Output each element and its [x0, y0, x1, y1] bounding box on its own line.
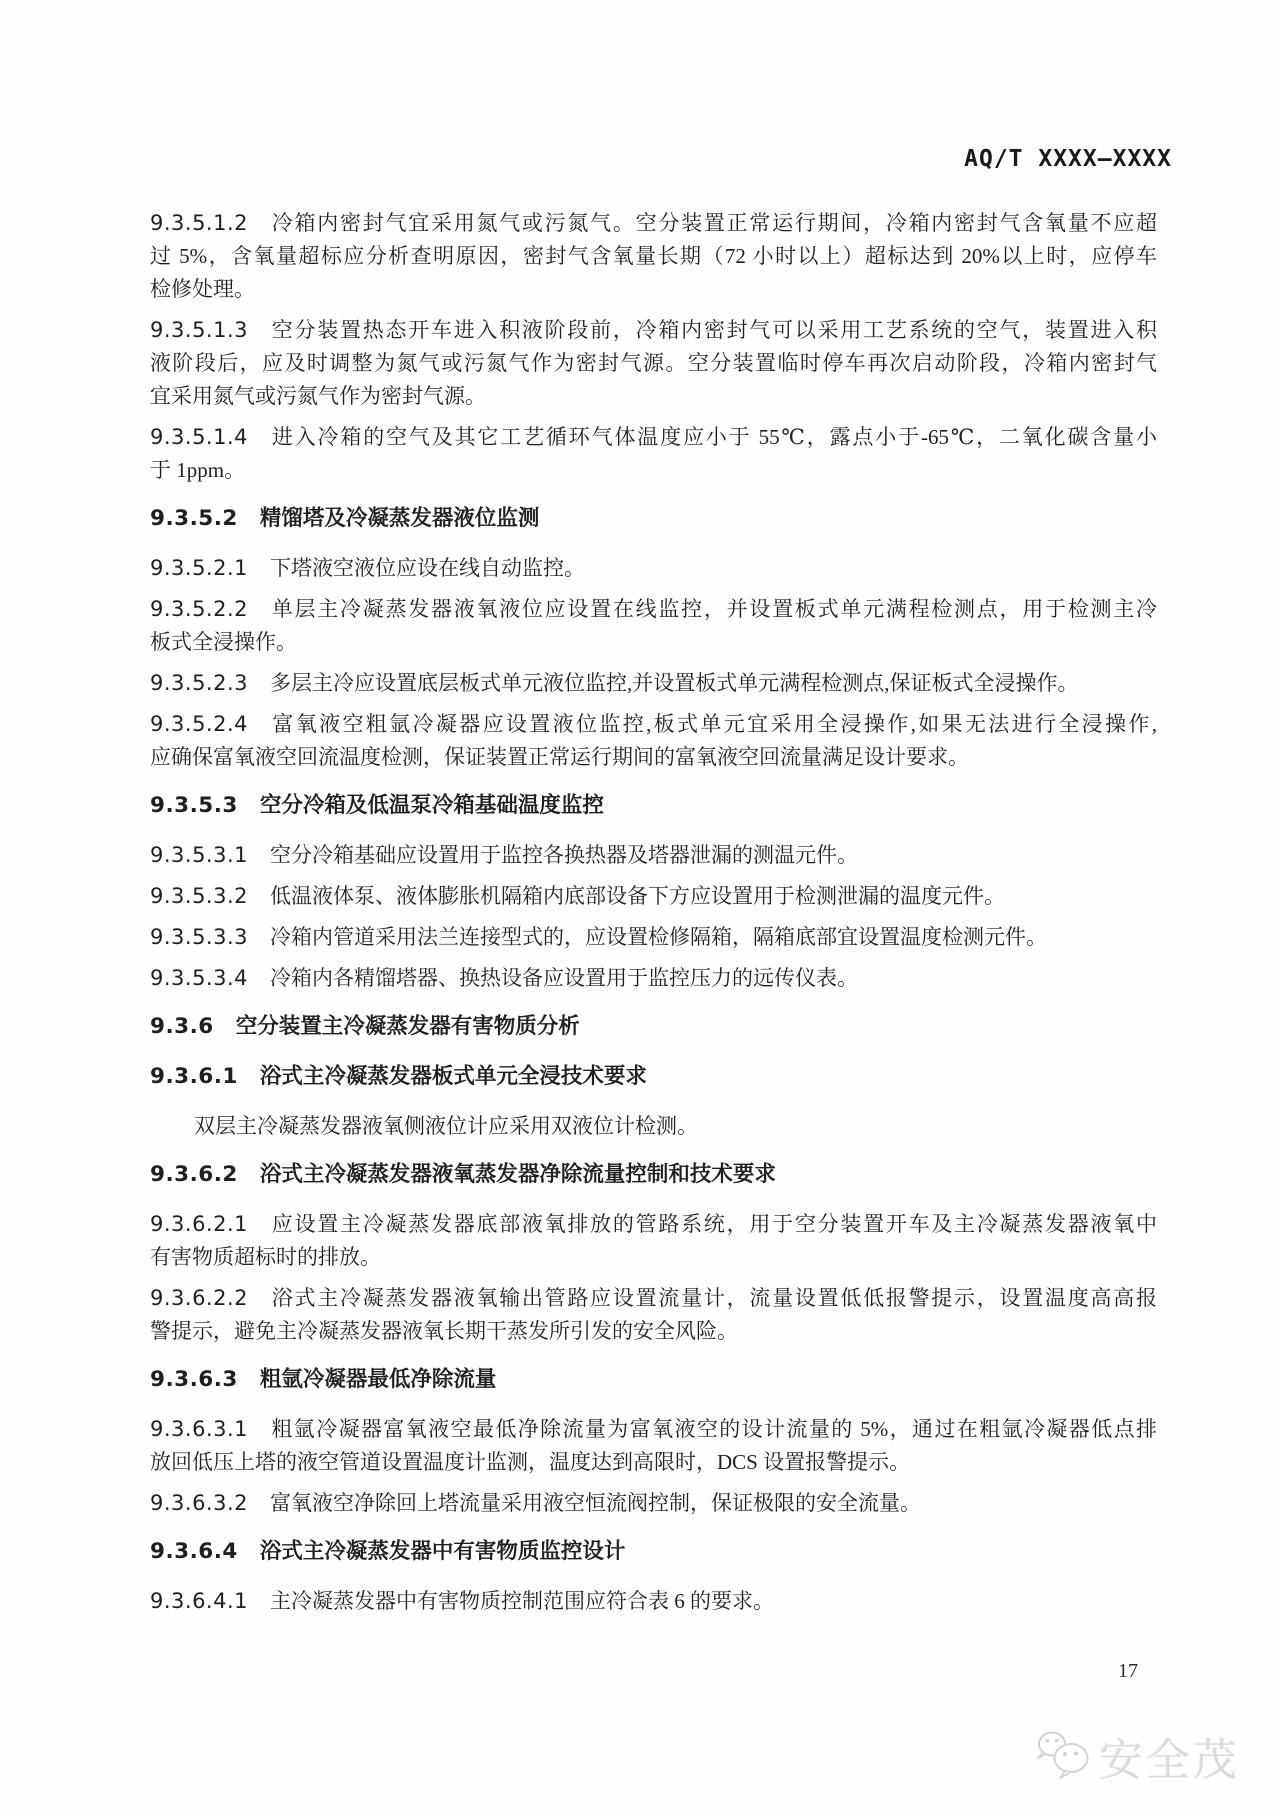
clause-paragraph [150, 593, 1157, 659]
clause-number: 9.3.5.2 [150, 506, 238, 531]
clause-paragraph [150, 1208, 1157, 1274]
clause-paragraph [150, 421, 1157, 487]
clause-number: 9.3.5.3 [150, 793, 238, 818]
clause-number: 9.3.5.1.3 [150, 318, 249, 342]
text-line: 液阶段后，应及时调整为氮气或污氮气作为密封气源。空分装置临时停车再次启动阶段，冷箱内密封气 [150, 351, 1157, 375]
text-line: 双层主冷凝蒸发器液氧侧液位计应采用双液位计检测。 [194, 1114, 698, 1138]
section-title: 浴式主冷凝蒸发器中有害物质监控设计 [259, 1539, 626, 1564]
clause-number: 9.3.5.2.4 [150, 712, 249, 736]
text-line: 9.3.5.3.3 冷箱内管道采用法兰连接型式的，应设置检修隔箱，隔箱底部宜设置温度检测元件。 [150, 925, 1048, 949]
clause-number: 9.3.5.1.4 [150, 425, 249, 449]
text-line: 9.3.6.4.1 主冷凝蒸发器中有害物质控制范围应符合表 6 的要求。 [150, 1589, 775, 1613]
wechat-logo-icon [1033, 1729, 1091, 1784]
clause-paragraph [150, 1110, 1157, 1143]
text-line: 9.3.5.2.1 下塔液空液位应设在线自动监控。 [150, 556, 586, 580]
clause-paragraph [150, 1282, 1157, 1348]
clause-number: 9.3.5.3.3 [150, 925, 249, 949]
clause-paragraph [150, 552, 1157, 585]
clause-number: 9.3.6.4 [150, 1539, 238, 1564]
clause-number: 9.3.6 [150, 1014, 214, 1039]
text-line: 9.3.6.2.1 应设置主冷凝蒸发器底部液氧排放的管路系统，用于空分装置开车及主冷凝蒸发器液氧中 [150, 1212, 1157, 1236]
clause-paragraph [150, 667, 1157, 700]
clause-paragraph [150, 921, 1157, 954]
clause-number: 9.3.5.2.3 [150, 671, 249, 695]
text-line: 9.3.5.1.3 空分装置热态开车进入积液阶段前，冷箱内密封气可以采用工艺系统的空气，装置进入积 [150, 318, 1157, 342]
text-line: 板式全浸操作。 [150, 630, 297, 654]
text-line: 9.3.5.2.4 富氧液空粗氩冷凝器应设置液位监控,板式单元宜采用全浸操作,如果无法进行全浸操作, [150, 712, 1157, 736]
text-line: 9.3.5.3.2 低温液体泵、液体膨胀机隔箱内底部设备下方应设置用于检测泄漏的温度元件。 [150, 884, 1006, 908]
clause-paragraph [150, 1413, 1157, 1479]
text-line: 于 1ppm。 [150, 458, 246, 482]
document-content [150, 207, 1157, 1618]
page-number: 17 [1118, 1660, 1138, 1682]
clause-number: 9.3.5.3.4 [150, 966, 249, 990]
text-line: 9.3.6.3.1 粗氩冷凝器富氧液空最低净除流量为富氧液空的设计流量的 5%，通过在粗氩冷凝器低点排 [150, 1417, 1157, 1441]
text-line: 9.3.5.1.4 进入冷箱的空气及其它工艺循环气体温度应小于 55℃，露点小于-65℃，二氧化碳含量小 [150, 425, 1157, 449]
section-title: 空分冷箱及低温泵冷箱基础温度监控 [259, 793, 604, 818]
text-line: 9.3.5.1.2 冷箱内密封气宜采用氮气或污氮气。空分装置正常运行期间，冷箱内密封气含氧量不应超 [150, 211, 1157, 235]
clause-paragraph [150, 207, 1157, 306]
text-line: 9.3.5.2.3 多层主冷应设置底层板式单元液位监控,并设置板式单元满程检测点,保证板式全浸操作。 [150, 671, 1079, 695]
clause-paragraph [150, 1487, 1157, 1520]
section-heading [150, 1158, 1157, 1191]
clause-number: 9.3.6.1 [150, 1064, 238, 1089]
text-line: 警提示，避免主冷凝蒸发器液氧长期干蒸发所引发的安全风险。 [150, 1319, 738, 1343]
section-heading [150, 502, 1157, 535]
text-line: 宜采用氮气或污氮气作为密封气源。 [150, 384, 486, 408]
clause-number: 9.3.6.2.1 [150, 1212, 249, 1236]
section-heading [150, 1363, 1157, 1396]
text-line: 9.3.5.3.1 空分冷箱基础应设置用于监控各换热器及塔器泄漏的测温元件。 [150, 843, 859, 867]
clause-number: 9.3.5.3.1 [150, 843, 249, 867]
brand-watermark [1033, 1724, 1240, 1788]
clause-paragraph [150, 314, 1157, 413]
clause-number: 9.3.5.2.1 [150, 556, 249, 580]
text-line: 9.3.6.3.2 富氧液空净除回上塔流量采用液空恒流阀控制，保证极限的安全流量。 [150, 1491, 922, 1515]
clause-number: 9.3.6.3 [150, 1367, 238, 1392]
clause-paragraph [150, 839, 1157, 872]
text-line: 检修处理。 [150, 277, 255, 301]
text-line: 9.3.5.2.2 单层主冷凝蒸发器液氧液位应设置在线监控，并设置板式单元满程检测点，用于检测主冷 [150, 597, 1157, 621]
section-heading [150, 1060, 1157, 1093]
clause-number: 9.3.6.3.2 [150, 1491, 249, 1515]
clause-number: 9.3.5.1.2 [150, 211, 249, 235]
clause-paragraph [150, 1585, 1157, 1618]
section-title: 粗氩冷凝器最低净除流量 [259, 1367, 497, 1392]
text-line: 过 5%，含氧量超标应分析查明原因，密封气含氧量长期（72 小时以上）超标达到 20%以上时，应停车 [150, 244, 1157, 268]
section-heading [150, 789, 1157, 822]
text-line: 9.3.6.2.2 浴式主冷凝蒸发器液氧输出管路应设置流量计，流量设置低低报警提示，设置温度高高报 [150, 1286, 1157, 1310]
section-heading [150, 1010, 1157, 1043]
clause-paragraph [150, 708, 1157, 774]
clause-paragraph [150, 962, 1157, 995]
section-title: 浴式主冷凝蒸发器板式单元全浸技术要求 [259, 1064, 647, 1089]
clause-number: 9.3.5.2.2 [150, 597, 249, 621]
section-title: 空分装置主冷凝蒸发器有害物质分析 [235, 1014, 580, 1039]
clause-number: 9.3.5.3.2 [150, 884, 249, 908]
section-heading [150, 1535, 1157, 1568]
text-line: 放回低压上塔的液空管道设置温度计监测，温度达到高限时，DCS 设置报警提示。 [150, 1450, 911, 1474]
standard-code-header: AQ/T XXXX—XXXX [964, 146, 1172, 172]
text-line: 9.3.5.3.4 冷箱内各精馏塔器、换热设备应设置用于监控压力的远传仪表。 [150, 966, 859, 990]
text-line: 有害物质超标时的排放。 [150, 1245, 381, 1269]
brand-watermark-text: 安全茂 [1099, 1735, 1240, 1786]
clause-number: 9.3.6.2 [150, 1162, 238, 1187]
clause-paragraph [150, 880, 1157, 913]
clause-number: 9.3.6.4.1 [150, 1589, 249, 1613]
clause-number: 9.3.6.2.2 [150, 1286, 249, 1310]
clause-number: 9.3.6.3.1 [150, 1417, 249, 1441]
section-title: 精馏塔及冷凝蒸发器液位监测 [259, 506, 540, 531]
section-title: 浴式主冷凝蒸发器液氧蒸发器净除流量控制和技术要求 [259, 1162, 776, 1187]
text-line: 应确保富氧液空回流温度检测，保证装置正常运行期间的富氧液空回流量满足设计要求。 [150, 745, 969, 769]
